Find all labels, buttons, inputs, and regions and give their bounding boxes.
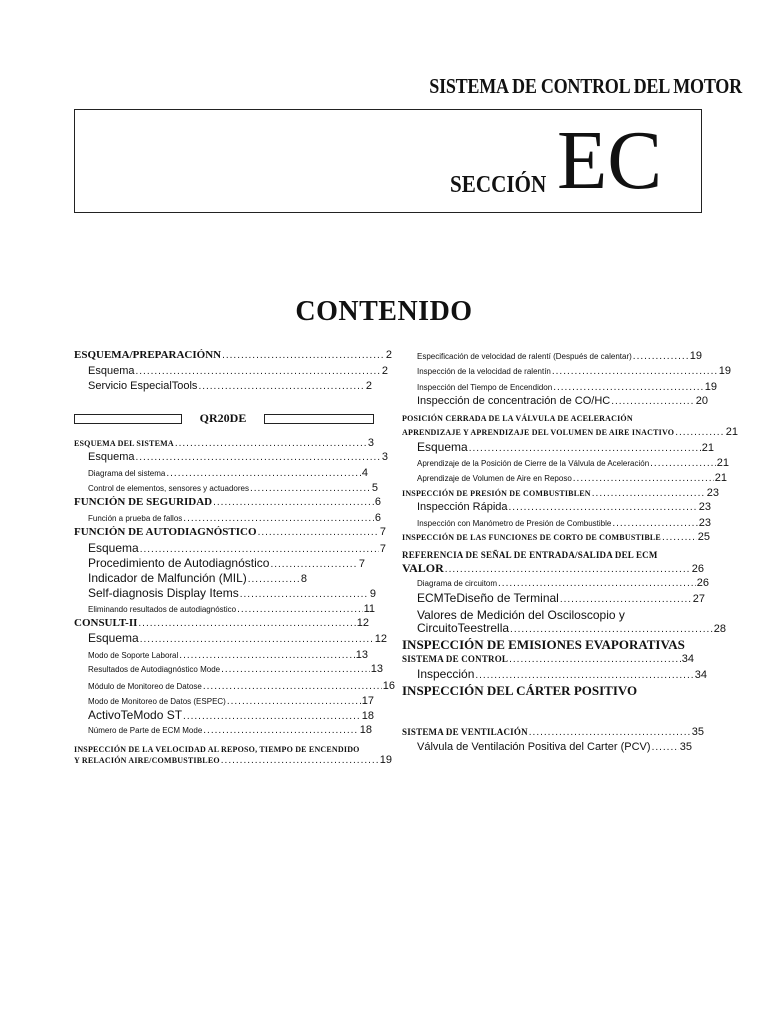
toc-entry-line: [402, 408, 633, 426]
toc-entry[interactable]: [402, 561, 704, 576]
toc-page: 35: [691, 726, 704, 738]
toc-entry-text: SISTEMA DE VENTILACIÓN: [402, 727, 528, 737]
toc-page: 17: [361, 695, 374, 707]
toc-entry-text: Especificación de velocidad de ralentí (Después de calentar): [417, 352, 632, 361]
toc-entry[interactable]: [417, 395, 708, 407]
toc-page: 21: [725, 426, 738, 438]
toc-entry[interactable]: [402, 653, 694, 665]
toc-entry-text: Función a prueba de fallos: [88, 514, 183, 523]
toc-entry[interactable]: [417, 501, 711, 513]
toc-entry-text: INSPECCIÓN DE EMISIONES EVAPORATIVAS: [402, 637, 685, 652]
toc-page: 12: [374, 633, 387, 645]
dot-leader: [469, 443, 701, 454]
toc-entry-text: ESQUEMA DEL SISTEMA: [74, 439, 174, 448]
dot-leader: [633, 351, 689, 362]
dot-leader: [552, 366, 718, 377]
toc-entry-line: [402, 636, 685, 654]
toc-page: 2: [385, 349, 392, 361]
toc-page: 21: [716, 457, 729, 469]
toc-entry-text: INSPECCIÓN DE PRESIÓN DE COMBUSTIBLEN: [402, 489, 591, 498]
toc-entry-text: Indicador de Malfunción (MIL): [88, 571, 247, 585]
toc-page: 19: [379, 754, 392, 766]
toc-page: 8: [300, 573, 307, 585]
toc-entry-text: APRENDIZAJE Y APRENDIZAJE DEL VOLUMEN DE AIRE INACTIVO: [402, 428, 675, 437]
toc-page: 19: [704, 381, 717, 393]
toc-entry[interactable]: [417, 577, 709, 589]
toc-entry-text: Esquema: [88, 631, 139, 645]
section-code: EC: [557, 114, 663, 207]
toc-entry[interactable]: [417, 381, 717, 393]
toc-page: 26: [691, 563, 704, 575]
toc-page: 19: [718, 365, 731, 377]
toc-page: 34: [681, 653, 694, 665]
toc-entry[interactable]: [417, 591, 705, 605]
toc-entry-text: Número de Parte de ECM Mode: [88, 726, 203, 735]
toc-entry-text: Resultados de Autodiagnóstico Mode: [88, 665, 221, 674]
toc-page: 20: [695, 395, 708, 407]
toc-page: 21: [714, 472, 727, 484]
engine-model-label: QR20DE: [199, 411, 247, 425]
section-label: SECCIÓN: [450, 172, 547, 198]
toc-page: 9: [369, 588, 376, 600]
toc-entry-text: Inspección del Tiempo de Encendidon: [417, 383, 553, 392]
toc-page: 7: [379, 526, 386, 538]
contents-title: CONTENIDO: [295, 296, 473, 327]
toc-page: 23: [706, 487, 719, 499]
dot-leader: [611, 396, 695, 407]
toc-page: 25: [697, 531, 710, 543]
toc-entry-text: Control de elementos, sensores y actuadores: [88, 484, 249, 493]
document-title: SISTEMA DE CONTROL DEL MOTOR: [429, 74, 742, 98]
toc-entry-text: Inspección: [417, 667, 475, 681]
toc-entry[interactable]: [402, 726, 704, 738]
toc-page: 5: [371, 482, 378, 494]
toc-page: 11: [363, 603, 375, 615]
toc-entry-text: Inspección Rápida: [417, 501, 508, 513]
toc-entry[interactable]: [402, 487, 719, 499]
toc-entry-text: Inspección de concentración de CO/HC: [417, 395, 611, 407]
toc-page: 23: [698, 517, 711, 529]
toc-entry-text: Esquema: [417, 440, 468, 454]
dot-leader: [475, 670, 693, 681]
toc-entry-text: Modo de Soporte Laboral: [88, 651, 179, 660]
toc-page: 35: [679, 741, 692, 753]
dot-leader: [498, 578, 696, 589]
toc-entry-text: Inspección con Manómetro de Presión de Combustible: [417, 519, 612, 528]
toc-page: 3: [367, 437, 374, 449]
toc-page: 34: [694, 669, 707, 681]
toc-page: 26: [696, 577, 709, 589]
toc-entry-text: POSICIÓN CERRADA DE LA VÁLVULA DE ACELERACIÓN: [402, 414, 633, 423]
toc-entry-text: ECMTeDiseño de Terminal: [417, 591, 559, 605]
toc-entry-text: FUNCIÓN DE SEGURIDAD: [74, 496, 213, 508]
toc-page: 13: [355, 649, 368, 661]
toc-entry-text: INSPECCIÓN DE LA VELOCIDAD AL REPOSO, TIEMPO DE ENCENDIDO: [74, 745, 360, 754]
toc-page: 6: [374, 512, 381, 524]
dot-leader: [592, 488, 706, 499]
toc-entry[interactable]: [417, 667, 707, 681]
toc-entry-text: Esquema: [88, 365, 135, 377]
toc-entry-text: Modo de Monitoreo de Datos (ESPEC): [88, 697, 226, 706]
toc-entry-text: Esquema: [88, 451, 135, 463]
toc-page: 7: [358, 558, 365, 570]
toc-entry[interactable]: [402, 531, 710, 543]
toc-entry-text: SISTEMA DE CONTROL: [402, 654, 509, 664]
toc-page: 18: [361, 710, 374, 722]
toc-entry-text: Self-diagnosis Display Items: [88, 586, 239, 600]
dot-leader: [652, 742, 679, 753]
toc-entry[interactable]: [417, 621, 726, 635]
toc-entry[interactable]: [417, 440, 714, 454]
toc-page: 2: [365, 380, 372, 392]
toc-page: 4: [361, 467, 368, 479]
dot-leader: [573, 473, 714, 484]
toc-page: 27: [692, 593, 705, 605]
toc-page: 12: [356, 617, 369, 629]
dot-leader: [650, 458, 716, 469]
toc-entry[interactable]: [417, 472, 727, 484]
toc-entry-text: Eliminando resultados de autodiagnóstico: [88, 605, 237, 614]
toc-page: 16: [382, 680, 395, 692]
toc-entry-text: VALOR: [402, 561, 444, 575]
toc-entry-text: Diagrama del sistema: [88, 469, 166, 478]
dot-leader: [675, 427, 725, 438]
toc-entry-text: REFERENCIA DE SEÑAL DE ENTRADA/SALIDA DEL ECM: [402, 550, 658, 560]
dot-leader: [529, 727, 691, 738]
dot-leader: [509, 654, 681, 665]
toc-entry[interactable]: [417, 741, 692, 753]
toc-entry[interactable]: [402, 426, 738, 438]
toc-entry[interactable]: [417, 350, 702, 362]
toc-page: 6: [374, 496, 381, 508]
toc-entry[interactable]: [417, 517, 711, 529]
toc-entry-text: FUNCIÓN DE AUTODIAGNÓSTICO: [74, 526, 257, 538]
toc-entry-text: Inspección de la velocidad de ralentín: [417, 367, 551, 376]
toc-page: 3: [381, 451, 388, 463]
toc-entry-line: [402, 682, 637, 700]
toc-page: 21: [701, 442, 714, 454]
toc-page: 28: [713, 623, 726, 635]
toc-entry[interactable]: [417, 457, 729, 469]
dot-leader: [553, 382, 704, 393]
dot-leader: [509, 502, 698, 513]
toc-entry-text: Aprendizaje de Volumen de Aire en Reposo: [417, 474, 572, 483]
toc-page: 13: [370, 663, 383, 675]
toc-entry-text: Diagrama de circuitom: [417, 579, 498, 588]
toc-entry-text: Módulo de Monitoreo de Datose: [88, 682, 202, 691]
dot-leader: [560, 594, 692, 605]
toc-entry-text: Esquema: [88, 541, 139, 555]
toc-entry[interactable]: [417, 365, 731, 377]
toc-entry-text: Servicio EspecialTools: [88, 380, 198, 392]
toc-entry-text: INSPECCIÓN DE LAS FUNCIONES DE CORTO DE COMBUSTIBLE: [402, 533, 661, 542]
toc-entry-text: ActivoTeModo ST: [88, 708, 183, 722]
toc-entry-text: Y RELACIÓN AIRE/COMBUSTIBLEO: [74, 756, 220, 765]
toc-entry-text: Valores de Medición del Osciloscopio y: [417, 608, 625, 622]
toc-entry-text: ESQUEMA/PREPARACIÓNN: [74, 349, 222, 361]
toc-entry-text: Válvula de Ventilación Positiva del Carter (PCV): [417, 741, 651, 753]
toc-entry-text: Procedimiento de Autodiagnóstico: [88, 556, 270, 570]
toc-page: 23: [698, 501, 711, 513]
dot-leader: [612, 518, 697, 529]
toc-page: 19: [689, 350, 702, 362]
toc-page: 18: [359, 724, 372, 736]
toc-entry-text: INSPECCIÓN DEL CÁRTER POSITIVO: [402, 683, 638, 698]
dot-leader: [445, 564, 691, 575]
toc-entry-text: CircuitoTeestrella: [417, 621, 510, 635]
toc-entry-text: Aprendizaje de la Posición de Cierre de la Válvula de Aceleración: [417, 459, 650, 468]
dot-leader: [510, 624, 713, 635]
toc-page: 7: [379, 543, 386, 555]
dot-leader: [662, 532, 697, 543]
toc-page: 2: [381, 365, 388, 377]
toc-entry-text: CONSULT-II: [74, 617, 138, 629]
